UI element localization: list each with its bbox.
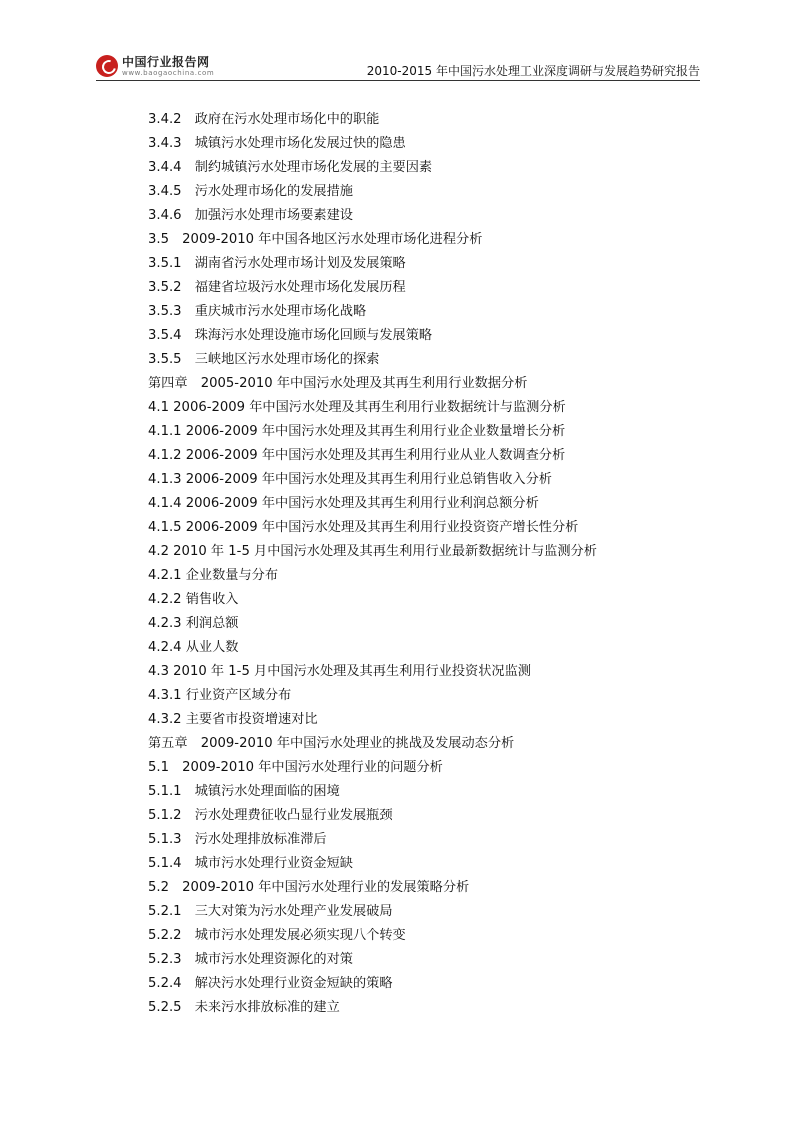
- toc-entry: 5.1.1 城镇污水处理面临的困境: [148, 784, 340, 799]
- logo-url: www.baogaochina.com: [122, 68, 215, 77]
- toc-entry: 4.2.4 从业人数: [148, 640, 239, 655]
- toc-entry: 4.2.2 销售收入: [148, 592, 239, 607]
- toc-entry: 4.1.1 2006-2009 年中国污水处理及其再生利用行业企业数量增长分析: [148, 424, 566, 439]
- toc-entry: 5.2.3 城市污水处理资源化的对策: [148, 952, 353, 967]
- toc-entry: 4.1 2006-2009 年中国污水处理及其再生利用行业数据统计与监测分析: [148, 400, 566, 415]
- toc-entry: 4.3.2 主要省市投资增速对比: [148, 712, 318, 727]
- toc-entry: 4.1.5 2006-2009 年中国污水处理及其再生利用行业投资资产增长性分析: [148, 520, 579, 535]
- toc-entry: 4.1.3 2006-2009 年中国污水处理及其再生利用行业总销售收入分析: [148, 472, 552, 487]
- toc-entry: 4.2.1 企业数量与分布: [148, 568, 279, 583]
- toc-entry: 3.5.2 福建省垃圾污水处理市场化发展历程: [148, 280, 406, 295]
- page-header: [96, 52, 700, 80]
- document-title: 2010-2015 年中国污水处理工业深度调研与发展趋势研究报告: [366, 64, 700, 78]
- toc-entry: 5.2 2009-2010 年中国污水处理行业的发展策略分析: [148, 880, 470, 895]
- toc-entry: 5.2.1 三大对策为污水处理产业发展破局: [148, 904, 393, 919]
- toc-entry: 3.4.4 制约城镇污水处理市场化发展的主要因素: [148, 160, 433, 175]
- toc-entry: 3.4.2 政府在污水处理市场化中的职能: [148, 112, 380, 127]
- toc-entry: 3.5.5 三峡地区污水处理市场化的探索: [148, 352, 380, 367]
- header-divider: [96, 80, 700, 81]
- logo-icon: [96, 55, 118, 77]
- toc-entry: 5.1.4 城市污水处理行业资金短缺: [148, 856, 353, 871]
- toc-entry: 3.4.6 加强污水处理市场要素建设: [148, 208, 353, 223]
- toc-entry: 5.2.4 解决污水处理行业资金短缺的策略: [148, 976, 393, 991]
- toc-entry: 4.1.2 2006-2009 年中国污水处理及其再生利用行业从业人数调查分析: [148, 448, 566, 463]
- table-of-contents: [148, 108, 708, 1020]
- toc-entry: 4.2.3 利润总额: [148, 616, 239, 631]
- toc-entry: 3.4.3 城镇污水处理市场化发展过快的隐患: [148, 136, 406, 151]
- toc-entry: 第四章 2005-2010 年中国污水处理及其再生利用行业数据分析: [148, 376, 528, 391]
- toc-entry: 4.2 2010 年 1-5 月中国污水处理及其再生利用行业最新数据统计与监测分析: [148, 544, 597, 559]
- toc-entry: 3.5.1 湖南省污水处理市场计划及发展策略: [148, 256, 406, 271]
- toc-entry: 3.5 2009-2010 年中国各地区污水处理市场化进程分析: [148, 232, 483, 247]
- toc-entry: 5.2.2 城市污水处理发展必须实现八个转变: [148, 928, 406, 943]
- site-logo: [96, 54, 214, 78]
- logo-text: [122, 56, 214, 77]
- toc-entry: 4.3 2010 年 1-5 月中国污水处理及其再生利用行业投资状况监测: [148, 664, 531, 679]
- toc-entry: 4.1.4 2006-2009 年中国污水处理及其再生利用行业利润总额分析: [148, 496, 539, 511]
- toc-entry: 3.5.4 珠海污水处理设施市场化回顾与发展策略: [148, 328, 433, 343]
- toc-entry: 4.3.1 行业资产区域分布: [148, 688, 292, 703]
- toc-entry: 5.1.2 污水处理费征收凸显行业发展瓶颈: [148, 808, 393, 823]
- toc-entry: 5.2.5 未来污水排放标准的建立: [148, 1000, 340, 1015]
- toc-entry: 3.5.3 重庆城市污水处理市场化战略: [148, 304, 367, 319]
- toc-entry: 5.1 2009-2010 年中国污水处理行业的问题分析: [148, 760, 443, 775]
- toc-entry: 3.4.5 污水处理市场化的发展措施: [148, 184, 353, 199]
- logo-name: 中国行业报告网: [122, 54, 210, 69]
- toc-entry: 5.1.3 污水处理排放标准滞后: [148, 832, 327, 847]
- toc-entry: 第五章 2009-2010 年中国污水处理业的挑战及发展动态分析: [148, 736, 515, 751]
